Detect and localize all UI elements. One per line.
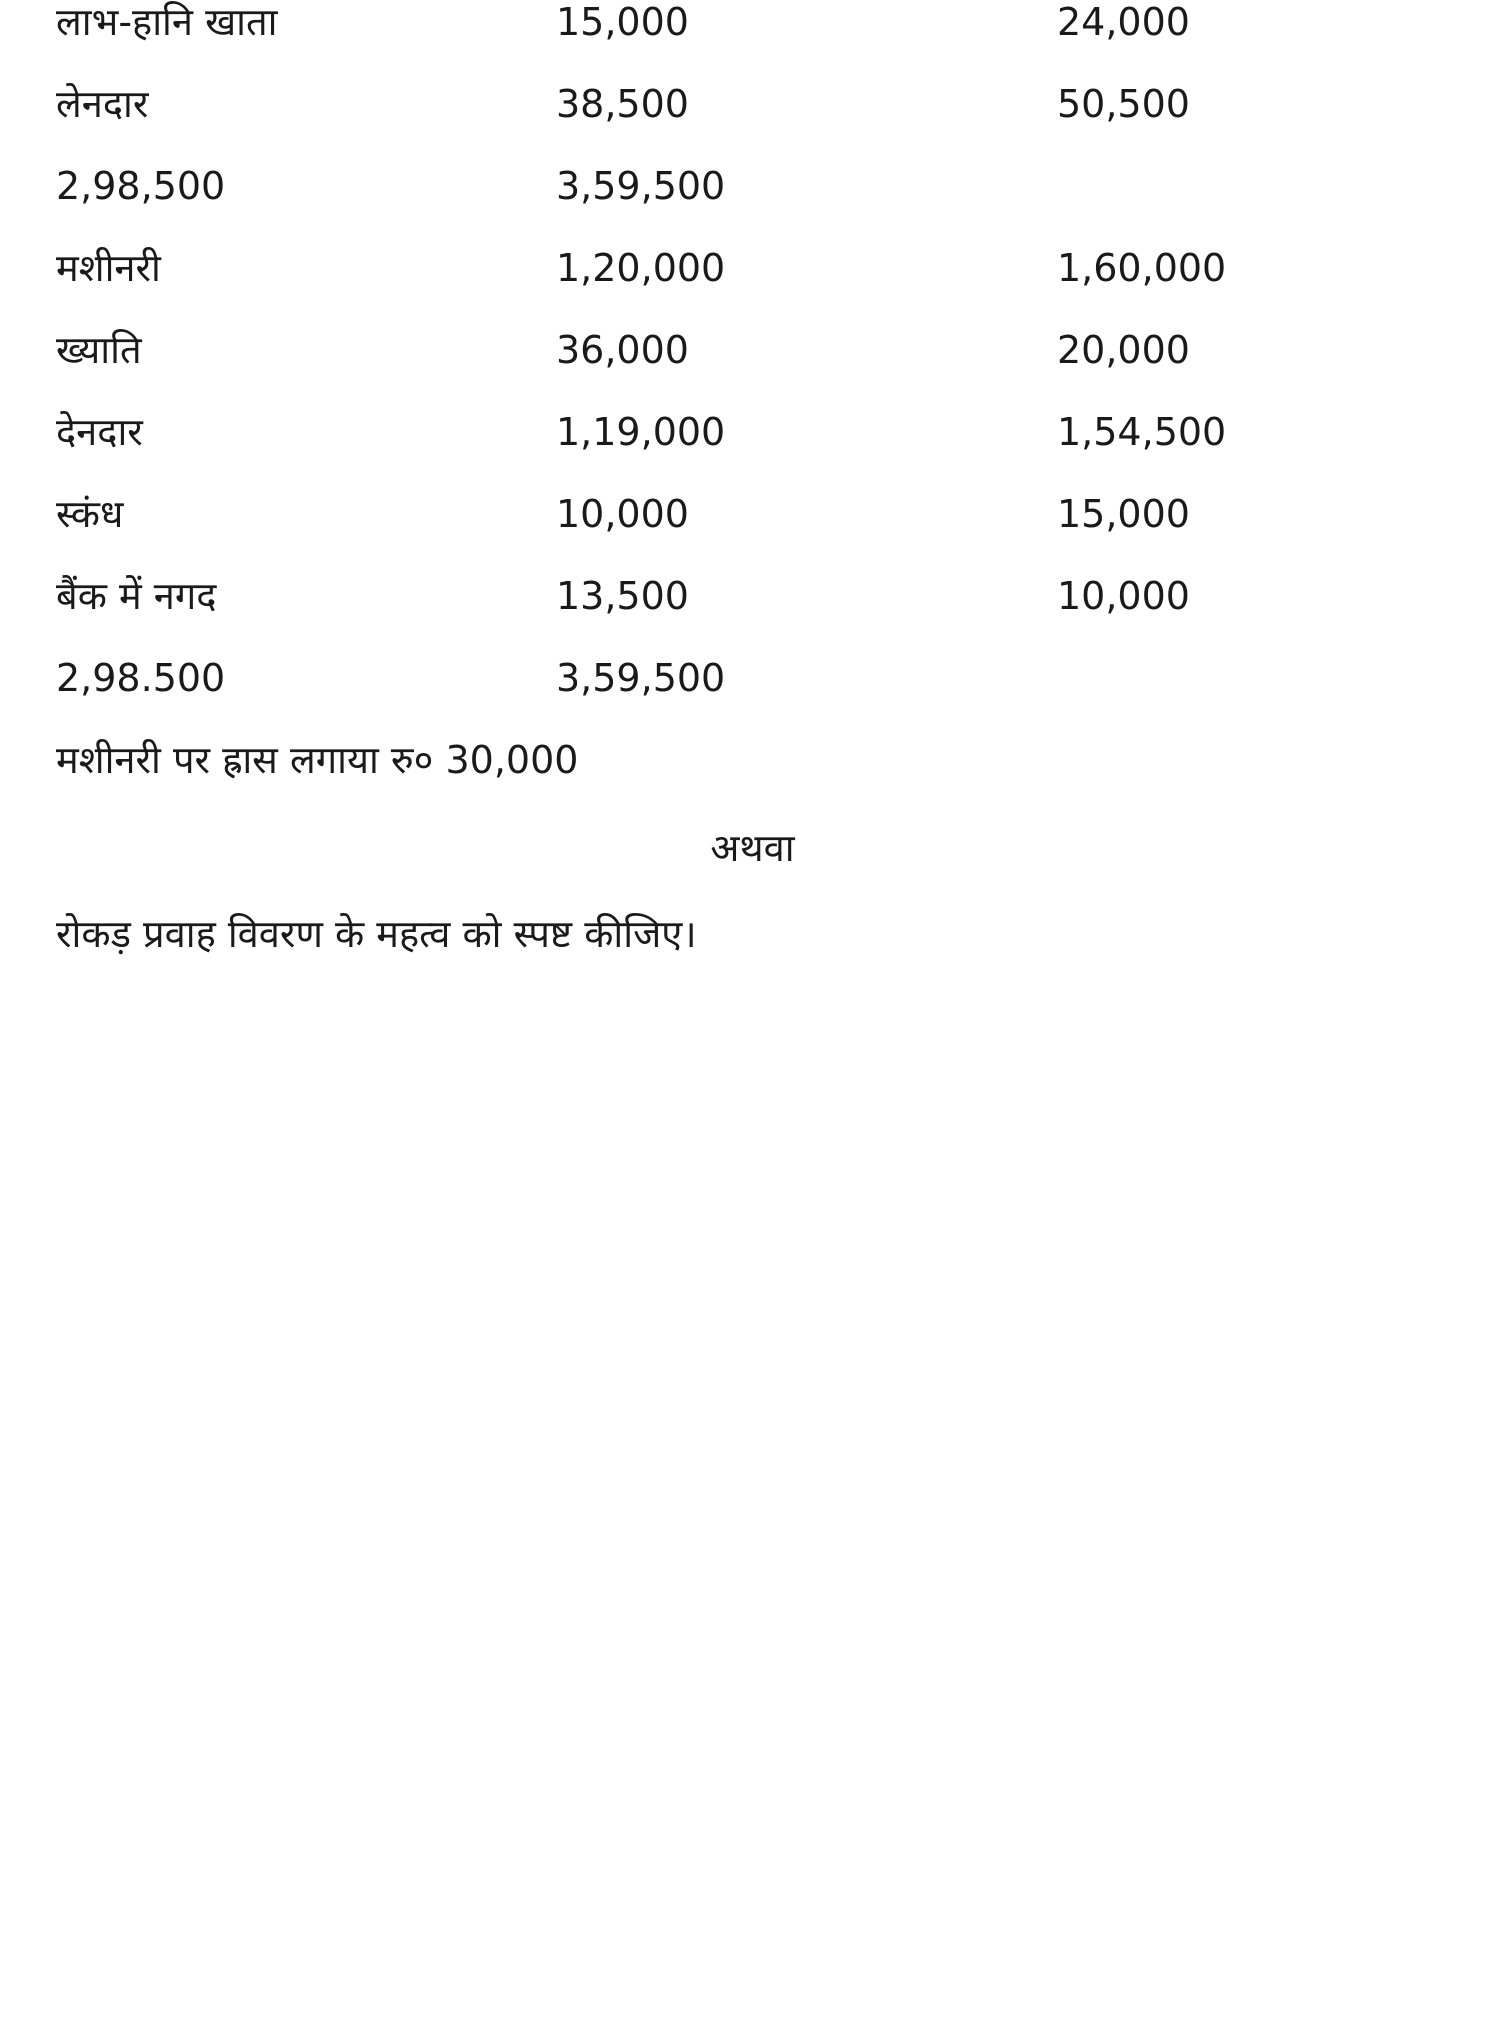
row-label: देनदार (56, 410, 143, 454)
row-label: स्कंध (56, 492, 124, 536)
table-row (0, 492, 1505, 552)
table-row (0, 656, 1505, 716)
row-value-2: 50,500 (1057, 82, 1190, 126)
table-row (0, 0, 1505, 60)
row-label: लाभ-हानि खाता (56, 0, 278, 44)
or-separator: अथवा (710, 826, 795, 870)
table-row (0, 82, 1505, 142)
row-value-1: 1,19,000 (556, 410, 726, 454)
row-value-1: 36,000 (556, 328, 689, 372)
row-value-2: 15,000 (1057, 492, 1190, 536)
row-value-2: 24,000 (1057, 0, 1190, 44)
row-label: 2,98.500 (56, 656, 226, 700)
depreciation-note: मशीनरी पर ह्रास लगाया रु० 30,000 (56, 738, 579, 782)
row-label: मशीनरी (56, 246, 161, 290)
row-value-1: 3,59,500 (556, 656, 726, 700)
row-value-1: 15,000 (556, 0, 689, 44)
row-value-1: 38,500 (556, 82, 689, 126)
row-value-2: 1,60,000 (1057, 246, 1227, 290)
row-value-1: 10,000 (556, 492, 689, 536)
table-row (0, 574, 1505, 634)
row-label: 2,98,500 (56, 164, 226, 208)
row-label: बैंक में नगद (56, 574, 217, 618)
row-value-1: 3,59,500 (556, 164, 726, 208)
table-row (0, 164, 1505, 224)
row-value-2: 1,54,500 (1057, 410, 1227, 454)
row-value-2: 10,000 (1057, 574, 1190, 618)
question-text: रोकड़ प्रवाह विवरण के महत्व को स्पष्ट कीजिए। (56, 912, 697, 956)
table-row (0, 328, 1505, 388)
row-value-1: 13,500 (556, 574, 689, 618)
row-value-2: 20,000 (1057, 328, 1190, 372)
row-label: लेनदार (56, 82, 149, 126)
table-row (0, 246, 1505, 306)
row-label: ख्याति (56, 328, 142, 372)
row-value-1: 1,20,000 (556, 246, 726, 290)
table-row (0, 410, 1505, 470)
